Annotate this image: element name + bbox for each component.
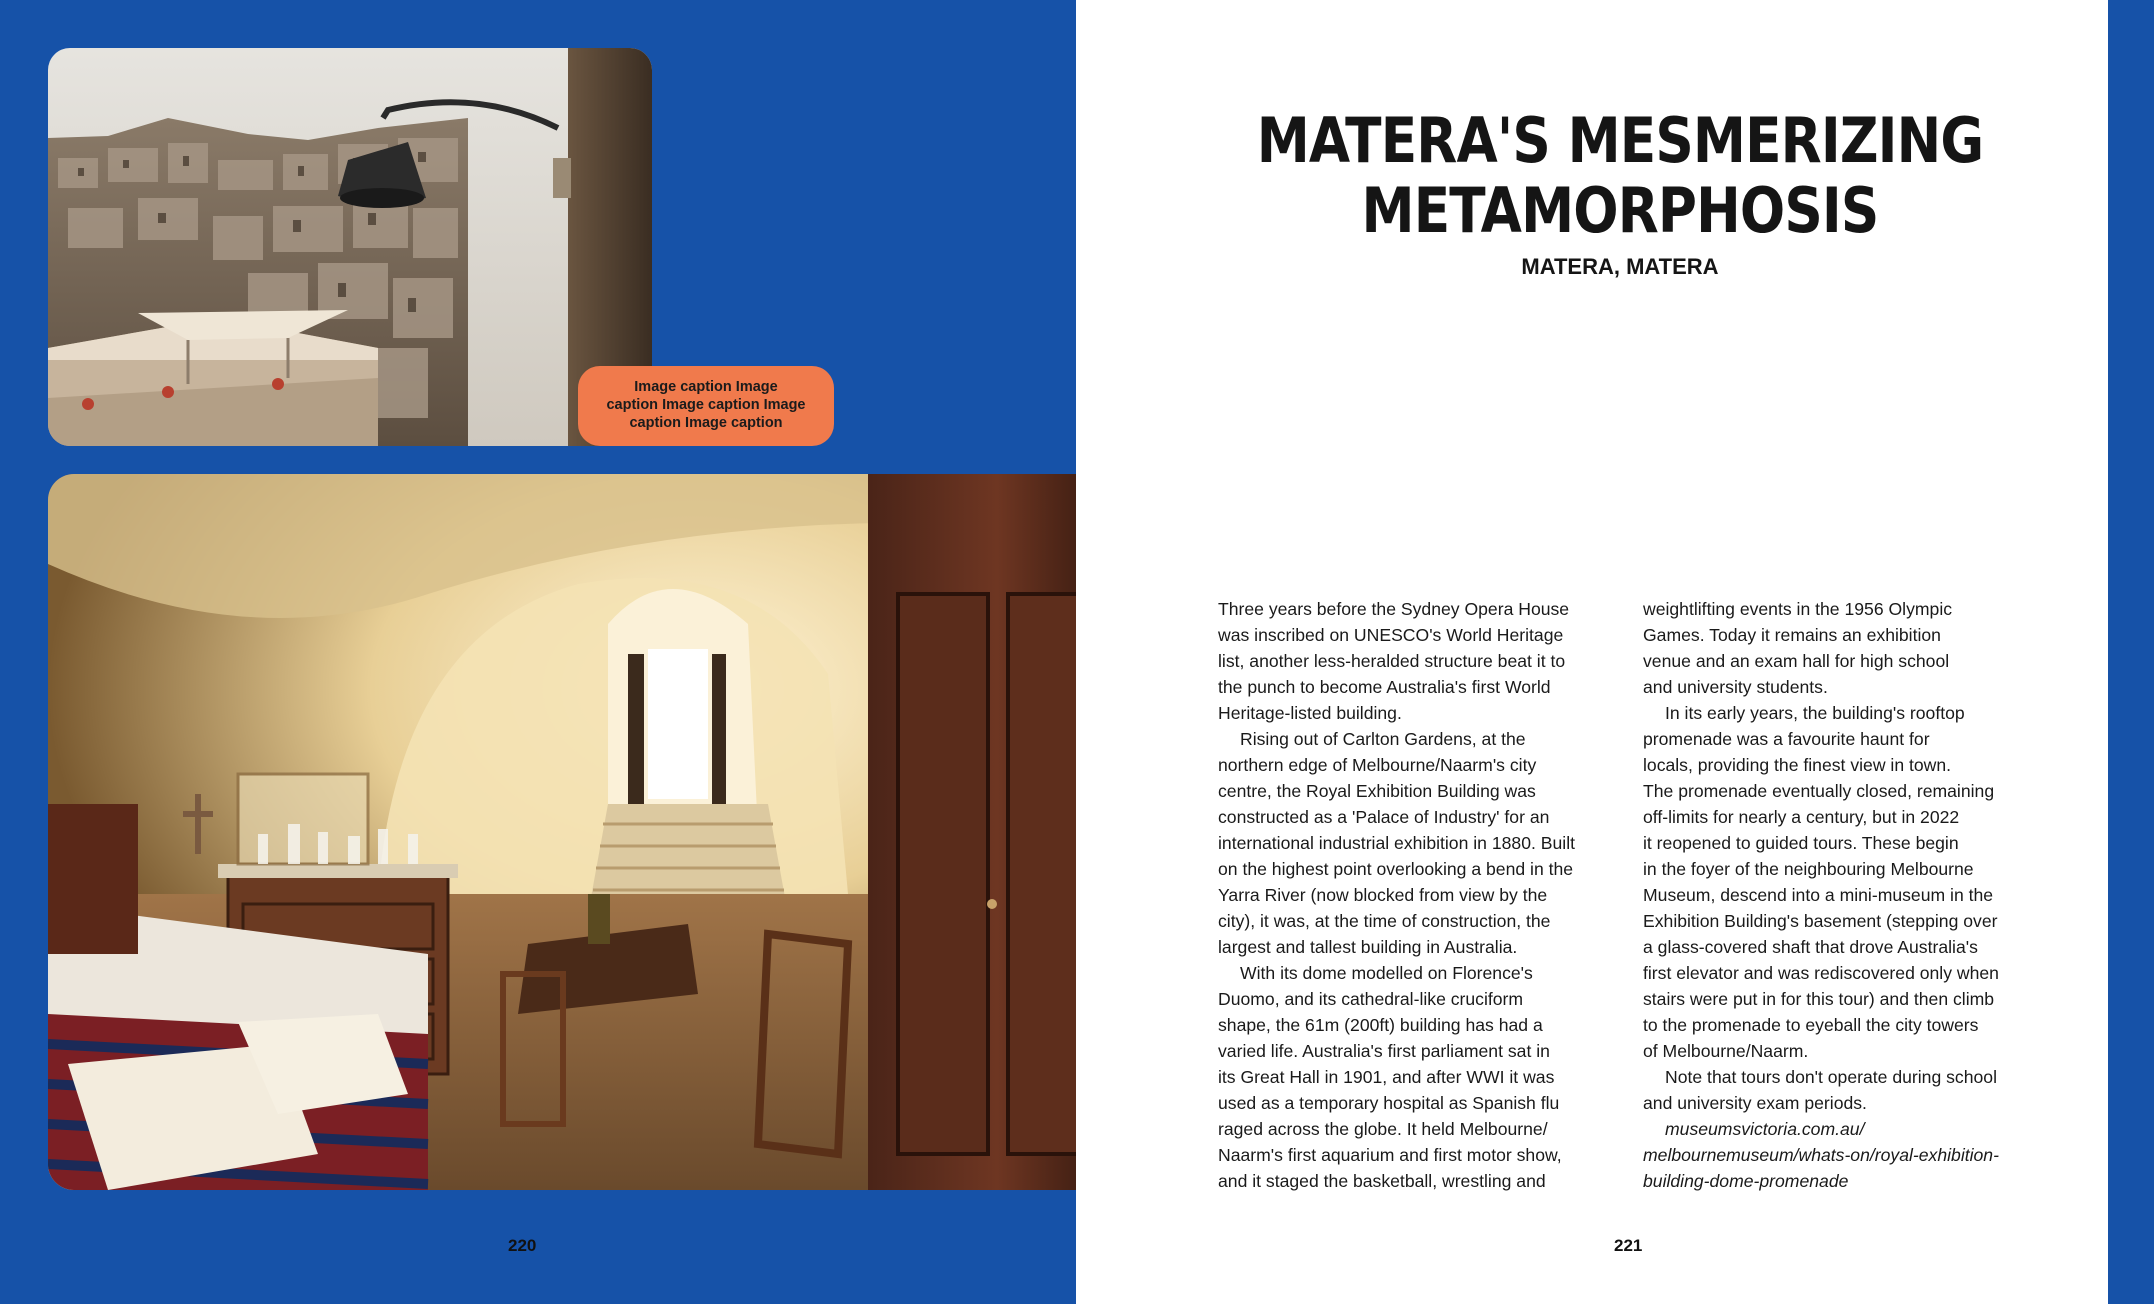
body-line: Museum, descend into a mini-museum in the [1643, 885, 1994, 905]
body-line: to the promenade to eyeball the city towers [1643, 1015, 1979, 1035]
body-line: was inscribed on UNESCO's World Heritage [1218, 625, 1564, 645]
body-line: Naarm's first aquarium and first motor show, [1218, 1145, 1562, 1165]
body-line: used as a temporary hospital as Spanish flu [1218, 1093, 1560, 1113]
body-line: of Melbourne/Naarm. [1643, 1041, 1809, 1061]
body-line: Duomo, and its cathedral-like cruciform [1218, 989, 1524, 1009]
body-line: venue and an exam hall for high school [1643, 651, 1950, 671]
article-title [1224, 106, 2015, 246]
body-line: and it staged the basketball, wrestling and [1218, 1171, 1546, 1191]
body-line: it reopened to guided tours. These begin [1643, 833, 1959, 853]
body-line: in the foyer of the neighbouring Melbourne [1643, 859, 1974, 879]
body-line: Yarra River (now blocked from view by the [1218, 885, 1548, 905]
body-line: city), it was, at the time of construction, the [1218, 911, 1551, 931]
cave-house-interior-photo [48, 474, 1126, 1190]
article-location: MATERA, MATERA [1521, 254, 1719, 279]
body-line: raged across the globe. It held Melbourne/ [1218, 1119, 1548, 1139]
body-line: museumsvictoria.com.au/ [1665, 1119, 1865, 1139]
caption-line: Image caption Image [634, 379, 778, 395]
body-line: the punch to become Australia's first World [1218, 677, 1551, 697]
body-line: varied life. Australia's first parliament sat in [1218, 1041, 1550, 1061]
body-line: its Great Hall in 1901, and after WWI it was [1218, 1067, 1555, 1087]
image-caption [578, 366, 834, 446]
body-line: and university exam periods. [1643, 1093, 1867, 1113]
body-line: building-dome-promenade [1643, 1171, 1849, 1191]
body-line: Exhibition Building's basement (stepping over [1643, 911, 1998, 931]
body-line: and university students. [1643, 677, 1828, 697]
page-number-left: 220 [508, 1236, 537, 1255]
body-line: With its dome modelled on Florence's [1240, 963, 1533, 983]
body-line: off-limits for nearly a century, but in 2022 [1643, 807, 1960, 827]
title-line: MATERA'S MESMERIZING [1256, 104, 1984, 177]
body-column-1 [1218, 596, 1630, 1194]
body-line: melbournemuseum/whats-on/royal-exhibition- [1643, 1145, 1999, 1165]
cave-interior-illustration [48, 474, 1126, 1190]
next-page-edge [2108, 0, 2154, 1304]
body-line: locals, providing the finest view in town. [1643, 755, 1952, 775]
body-line: constructed as a 'Palace of Industry' for an [1218, 807, 1550, 827]
body-line: list, another less-heralded structure beat it to [1218, 651, 1566, 671]
body-line: northern edge of Melbourne/Naarm's city [1218, 755, 1537, 775]
town-photo-illustration [48, 48, 652, 446]
body-line: In its early years, the building's rooftop [1665, 703, 1965, 723]
body-line: stairs were put in for this tour) and then climb [1643, 989, 1995, 1009]
body-line: Note that tours don't operate during school [1665, 1067, 1997, 1087]
body-line: Games. Today it remains an exhibition [1643, 625, 1941, 645]
body-line: The promenade eventually closed, remaining [1643, 781, 1995, 801]
body-line: international industrial exhibition in 1880. Built [1218, 833, 1575, 853]
body-column-2 [1643, 596, 2063, 1194]
body-line: shape, the 61m (200ft) building has had a [1218, 1015, 1543, 1035]
title-line: METAMORPHOSIS [1361, 174, 1879, 247]
body-line: promenade was a favourite haunt for [1643, 729, 1930, 749]
caption-line: caption Image caption Image [606, 397, 806, 413]
body-line: a glass-covered shaft that drove Australia's [1643, 937, 1978, 957]
town-photo [48, 48, 652, 446]
body-line: first elevator and was rediscovered only when [1643, 963, 1999, 983]
body-line: centre, the Royal Exhibition Building was [1218, 781, 1536, 801]
body-line: weightlifting events in the 1956 Olympic [1643, 599, 1953, 619]
body-line: on the highest point overlooking a bend in the [1218, 859, 1574, 879]
caption-line: caption Image caption [629, 415, 783, 431]
body-line: Heritage-listed building. [1218, 703, 1402, 723]
body-line: Rising out of Carlton Gardens, at the [1240, 729, 1526, 749]
body-line: Three years before the Sydney Opera House [1218, 599, 1570, 619]
body-line: largest and tallest building in Australia. [1218, 937, 1518, 957]
page-number-right: 221 [1614, 1236, 1643, 1255]
